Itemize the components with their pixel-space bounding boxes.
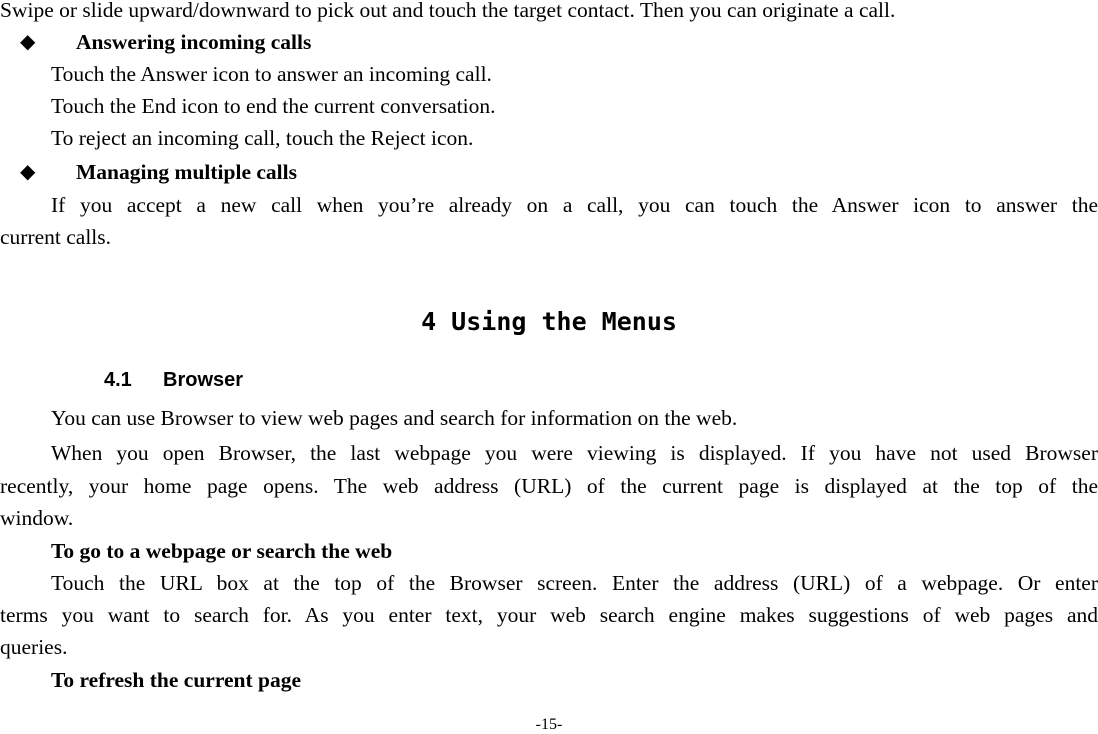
managing-line-2: current calls. (0, 225, 112, 249)
browser-paragraph-1: You can use Browser to view web pages and search for information on the web. (51, 406, 738, 430)
answering-line-1: Touch the Answer icon to answer an incoming call. (51, 62, 492, 86)
managing-heading (0, 156, 1098, 188)
diamond-bullet-icon: ◆ (20, 31, 36, 53)
chapter-title: 4 Using the Menus (421, 307, 677, 336)
browser-paragraph-2-line-2: recently, your home page opens. The web address (URL) of the current page is displayed at the top of the (0, 474, 1098, 498)
browser-paragraph-2-line-3: window. (0, 506, 74, 530)
subheading-go-to-webpage: To go to a webpage or search the web (51, 539, 393, 563)
answering-line-2: Touch the End icon to end the current conversation. (51, 94, 496, 118)
section-heading (104, 366, 243, 394)
answering-line-3: To reject an incoming call, touch the Reject icon. (51, 126, 474, 150)
managing-line-1: If you accept a new call when you’re already on a call, you can touch the Answer icon to answer the (51, 193, 1098, 217)
answering-title: Answering incoming calls (76, 30, 312, 54)
managing-title: Managing multiple calls (76, 160, 297, 184)
go-to-webpage-line-3: queries. (0, 635, 68, 659)
answering-heading (0, 26, 1098, 58)
go-to-webpage-line-2: terms you want to search for. As you enter text, your web search engine makes suggestions of web pages and (0, 603, 1098, 627)
intro-line: Swipe or slide upward/downward to pick out and touch the target contact. Then you can originate a call. (0, 0, 896, 22)
section-number: 4.1 (104, 369, 132, 391)
subheading-refresh-page: To refresh the current page (51, 668, 302, 692)
page-number: -15- (535, 716, 563, 733)
diamond-bullet-icon: ◆ (20, 161, 36, 183)
browser-paragraph-2-line-1: When you open Browser, the last webpage you were viewing is displayed. If you have not used Browser (51, 441, 1098, 465)
section-title: Browser (163, 369, 244, 391)
go-to-webpage-line-1: Touch the URL box at the top of the Browser screen. Enter the address (URL) of a webpage. Or enter (51, 571, 1098, 595)
